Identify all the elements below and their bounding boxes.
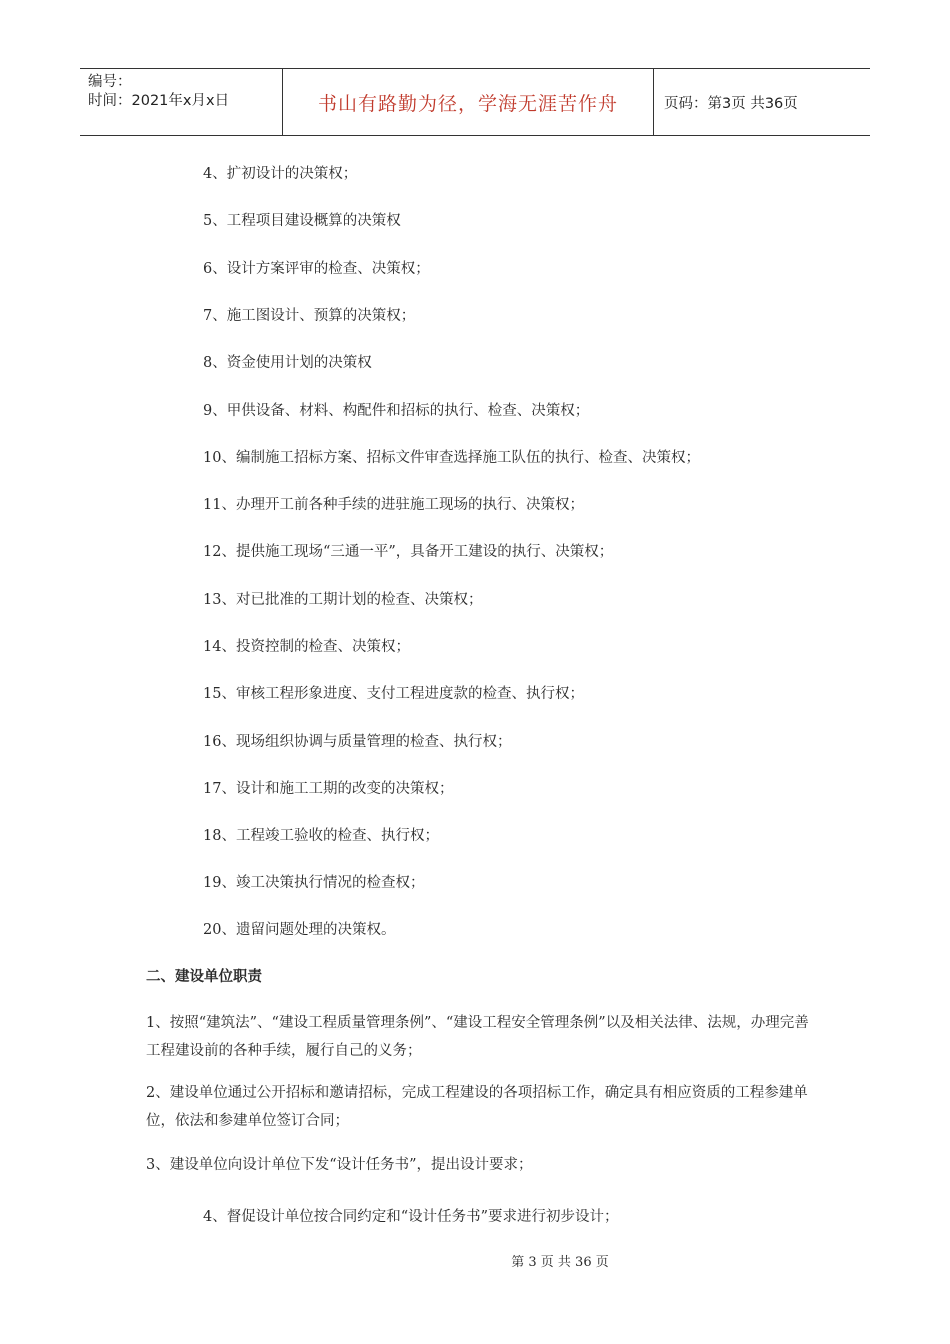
- page-header: [80, 68, 870, 136]
- paragraph: 1、按照“建筑法”、“建设工程质量管理条例”、“建设工程安全管理条例”以及相关法律、法规，办理完善工程建设前的各种手续，履行自己的义务；: [146, 1015, 809, 1059]
- list-item: 9、甲供设备、材料、构配件和招标的执行、检查、决策权；: [203, 403, 590, 419]
- list-item: 4、督促设计单位按合同约定和“设计任务书”要求进行初步设计；: [203, 1209, 619, 1225]
- list-item: 16、现场组织协调与质量管理的检查、执行权；: [203, 734, 512, 750]
- footer-page-number: 第 3 页 共 36 页: [511, 1255, 609, 1270]
- header-page-info: 页码：第3页 共36页: [664, 95, 798, 112]
- document-number-label: 编号：: [88, 74, 132, 90]
- list-item: 15、审核工程形象进度、支付工程进度款的检查、执行权；: [203, 686, 584, 702]
- list-item: 14、投资控制的检查、决策权；: [203, 639, 410, 655]
- list-item: 19、竣工决策执行情况的检查权；: [203, 875, 425, 891]
- header-motto: 书山有路勤为径，学海无涯苦作舟: [282, 69, 654, 135]
- list-item: 18、工程竣工验收的检查、执行权；: [203, 828, 439, 844]
- list-item: 20、遗留问题处理的决策权。: [203, 922, 396, 938]
- list-item: 8、资金使用计划的决策权: [203, 355, 372, 371]
- paragraph: 2、建设单位通过公开招标和邀请招标，完成工程建设的各项招标工作，确定具有相应资质的工程参建单位，依法和参建单位签订合同；: [146, 1085, 808, 1129]
- list-item: 4、扩初设计的决策权；: [203, 166, 358, 182]
- list-item: 11、办理开工前各种手续的进驻施工现场的执行、决策权；: [203, 497, 584, 513]
- header-meta: [80, 69, 282, 135]
- list-item: 5、工程项目建设概算的决策权: [203, 213, 401, 229]
- list-item: 12、提供施工现场“三通一平”，具备开工建设的执行、决策权；: [203, 544, 614, 560]
- list-item: 6、设计方案评审的检查、决策权；: [203, 261, 430, 277]
- section-heading: 二、建设单位职责: [146, 969, 262, 985]
- list-item: 13、对已批准的工期计划的检查、决策权；: [203, 592, 483, 608]
- page-footer: [0, 1251, 950, 1270]
- list-item: 10、编制施工招标方案、招标文件审查选择施工队伍的执行、检查、决策权；: [203, 450, 700, 466]
- paragraph: 3、建设单位向设计单位下发“设计任务书”，提出设计要求；: [146, 1157, 533, 1173]
- list-item: 17、设计和施工工期的改变的决策权；: [203, 781, 454, 797]
- list-item: 7、施工图设计、预算的决策权；: [203, 308, 416, 324]
- document-date: 时间：2021年x月x日: [88, 93, 230, 109]
